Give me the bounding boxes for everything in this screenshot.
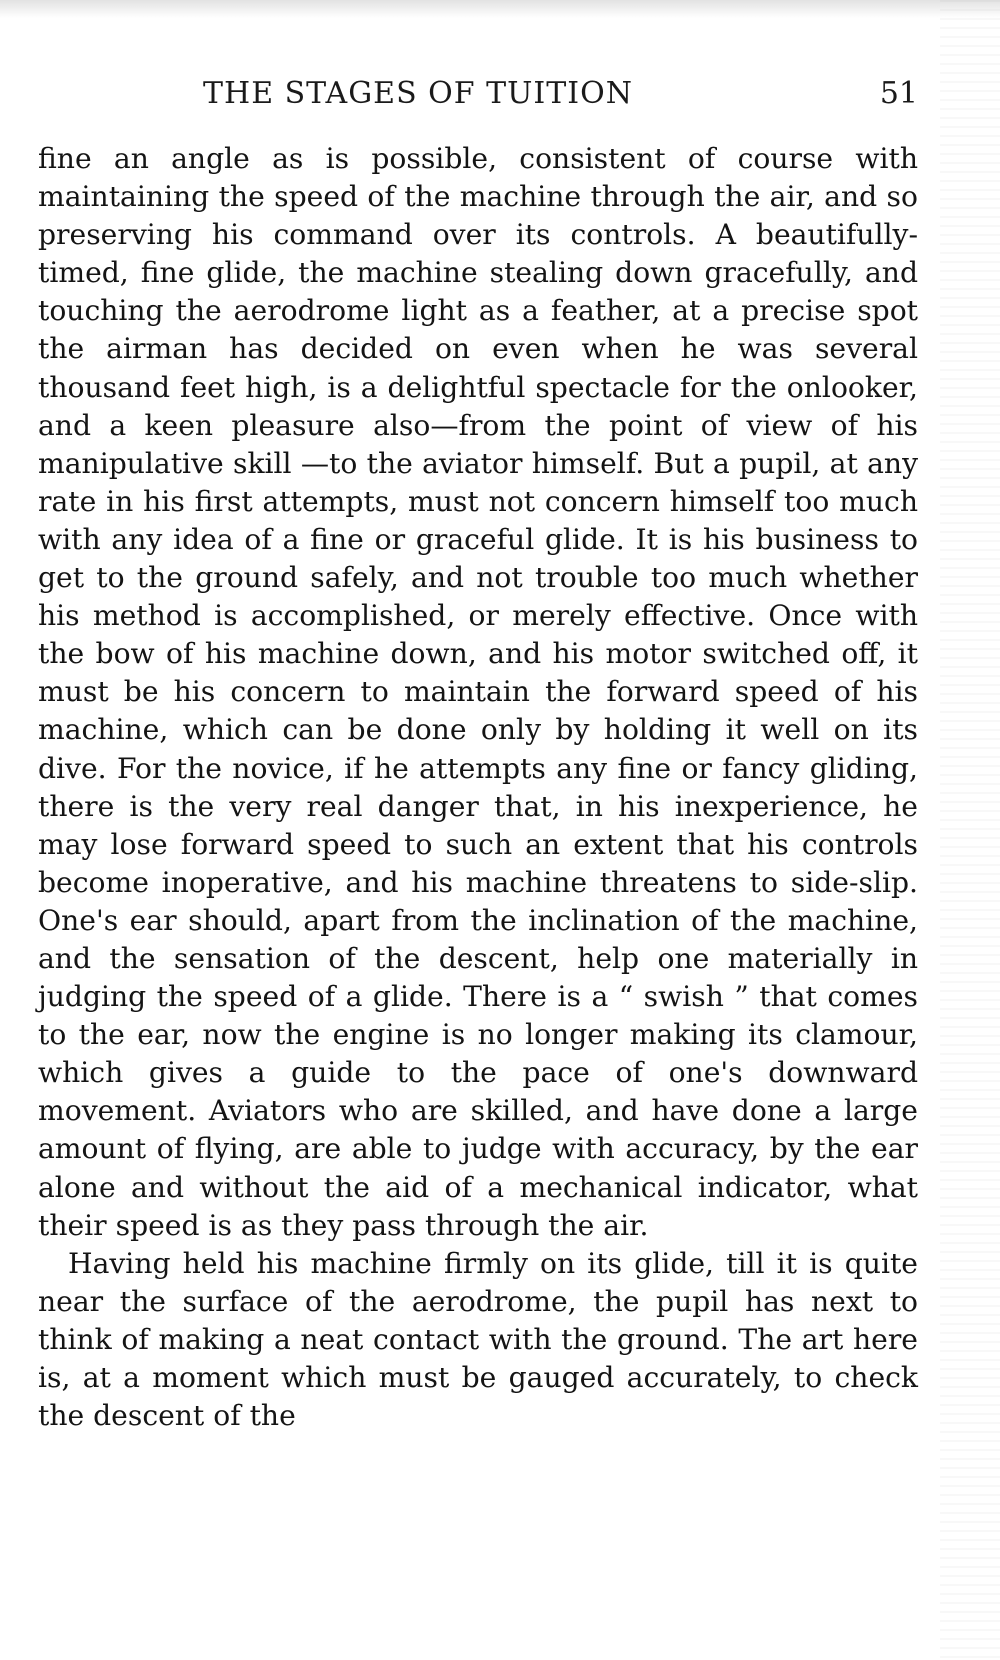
page-number: 51	[879, 76, 918, 111]
body-text	[38, 140, 918, 1435]
paragraph-new: Having held his machine firmly on its glide, till it is quite near the surface of the aerodrome, the pupil has next to think of making a neat contact with the ground. The art here is, at a moment which must be gauged accurately, to check the descent of the	[38, 1246, 918, 1433]
scan-edge-right	[940, 0, 1000, 1660]
running-header	[38, 72, 918, 116]
paragraph-continued: fine an angle as is possible, consistent of course with maintaining the speed of the machine through the air, and so preserving his command over its controls. A beautifully-timed, fine glide, the machine stealing down gracefully, and touching the aerodrome light as a feather, at a precise spot the airman has decided on even when he was several thousand feet high, is a delightful spectacle for the onlooker, and a keen pleasure also—from the point of view of his manipulative skill —to the aviator himself. But a pupil, at any rate in his first attempts, must not concern himself too much with any idea of a fine or graceful glide. It is his business to get to the ground safely, and not trouble too much whether his method is accomplished, or merely effective. Once with the bow of his machine down, and his motor switched off, it must be his concern to maintain the forward speed of his machine, which can be done only by holding it well on its dive. For the novice, if he attempts any fine or fancy gliding, there is the very real danger that, in his inexperience, he may lose forward speed to such an extent that his controls become inoperative, and his machine threatens to side-slip. One's ear should, apart from the inclination of the machine, and the sensation of the descent, help one materially in judging the speed of a glide. There is a “ swish ” that comes to the ear, now the engine is no longer making its clamour, which gives a guide to the pace of one's downward movement. Aviators who are skilled, and have done a large amount of flying, are able to judge with accuracy, by the ear alone and without the aid of a mechanical indicator, what their speed is as they pass through the air.	[38, 142, 918, 1242]
running-title: THE STAGES OF TUITION	[203, 76, 633, 111]
scan-edge-top	[0, 0, 1000, 18]
